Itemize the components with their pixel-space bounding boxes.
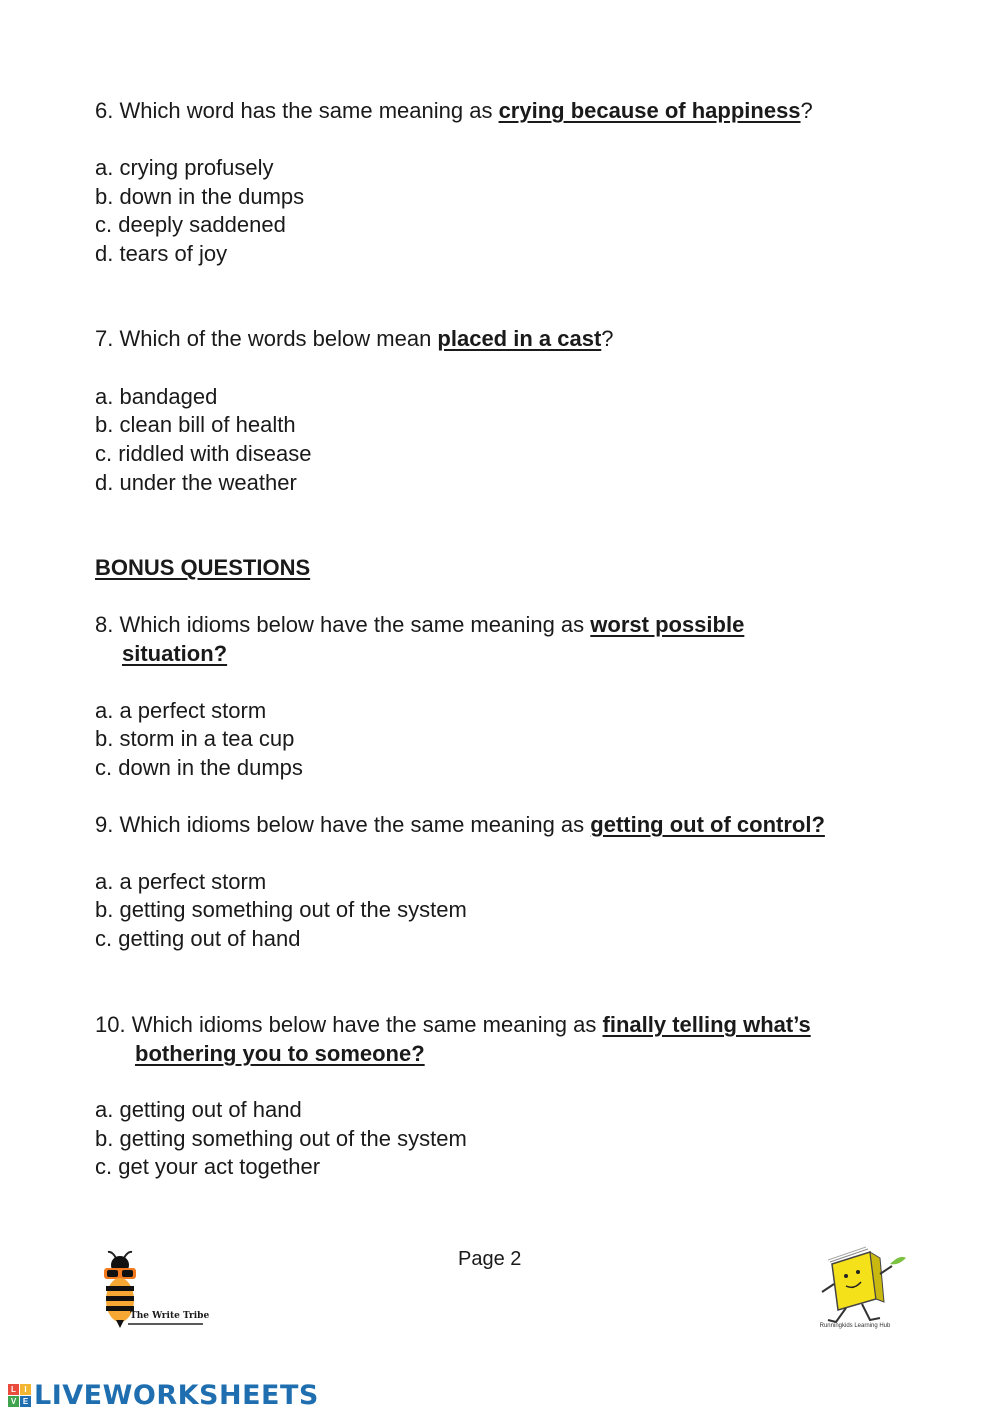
option-7c: c. riddled with disease bbox=[95, 441, 312, 466]
bonus-heading: BONUS QUESTIONS bbox=[95, 555, 311, 580]
page-number: Page 2 bbox=[458, 1248, 522, 1270]
brand-cubes-icon: L I V E bbox=[8, 1384, 31, 1407]
question-8-continued bbox=[122, 640, 227, 668]
question-10-continued bbox=[135, 1040, 425, 1068]
option-8a: a. a perfect storm bbox=[95, 698, 267, 723]
running-book-logo-text: Runningkids Learning Hub bbox=[819, 1323, 891, 1329]
question-6: 6. Which word has the same meaning as crying because of happiness? bbox=[95, 98, 813, 123]
brand-name: LIVEWORKSHEETS bbox=[34, 1379, 319, 1411]
question-text: Which idioms below have the same meaning as bbox=[119, 612, 591, 637]
question-text: Which idioms below have the same meaning as bbox=[131, 1012, 603, 1037]
question-keyword: worst possible bbox=[590, 612, 745, 637]
question-9 bbox=[95, 811, 825, 839]
question-text: Which of the words below mean bbox=[119, 326, 438, 351]
question-number: 8. bbox=[95, 612, 114, 637]
option-6b: b. down in the dumps bbox=[95, 184, 305, 209]
question-keyword: getting out of control? bbox=[590, 812, 825, 837]
option-8c: c. down in the dumps bbox=[95, 755, 303, 780]
question-keyword: finally telling what’s bbox=[602, 1012, 811, 1037]
question-7: 7. Which of the words below mean placed in a cast? bbox=[95, 326, 614, 351]
question-text: Which idioms below have the same meaning as bbox=[119, 812, 591, 837]
option-8b: b. storm in a tea cup bbox=[95, 726, 295, 751]
question-text: Which word has the same meaning as bbox=[119, 98, 499, 123]
question-keyword: situation? bbox=[122, 641, 228, 666]
liveworksheets-brand bbox=[8, 1380, 319, 1410]
option-10c: c. get your act together bbox=[95, 1154, 321, 1179]
question-number: 9. bbox=[95, 812, 114, 837]
option-7a: a. bandaged bbox=[95, 384, 218, 409]
question-8 bbox=[95, 611, 744, 639]
question-keyword: placed in a cast bbox=[437, 326, 602, 351]
option-9a: a. a perfect storm bbox=[95, 869, 267, 894]
question-keyword: bothering you to someone? bbox=[135, 1041, 425, 1066]
option-6d: d. tears of joy bbox=[95, 241, 228, 266]
option-9b: b. getting something out of the system bbox=[95, 897, 467, 922]
option-7d: d. under the weather bbox=[95, 470, 297, 495]
option-10b: b. getting something out of the system bbox=[95, 1126, 467, 1151]
question-10 bbox=[95, 1011, 811, 1039]
option-6a: a. crying profusely bbox=[95, 155, 274, 180]
question-number: 10. bbox=[95, 1012, 126, 1037]
option-7b: b. clean bill of health bbox=[95, 412, 296, 437]
option-10a: a. getting out of hand bbox=[95, 1097, 302, 1122]
question-keyword: crying because of happiness bbox=[498, 98, 801, 123]
question-number: 6. bbox=[95, 98, 114, 123]
option-6c: c. deeply saddened bbox=[95, 212, 286, 237]
option-9c: c. getting out of hand bbox=[95, 926, 301, 951]
write-tribe-logo-text: The Write Tribe bbox=[130, 1311, 210, 1321]
question-number: 7. bbox=[95, 326, 114, 351]
